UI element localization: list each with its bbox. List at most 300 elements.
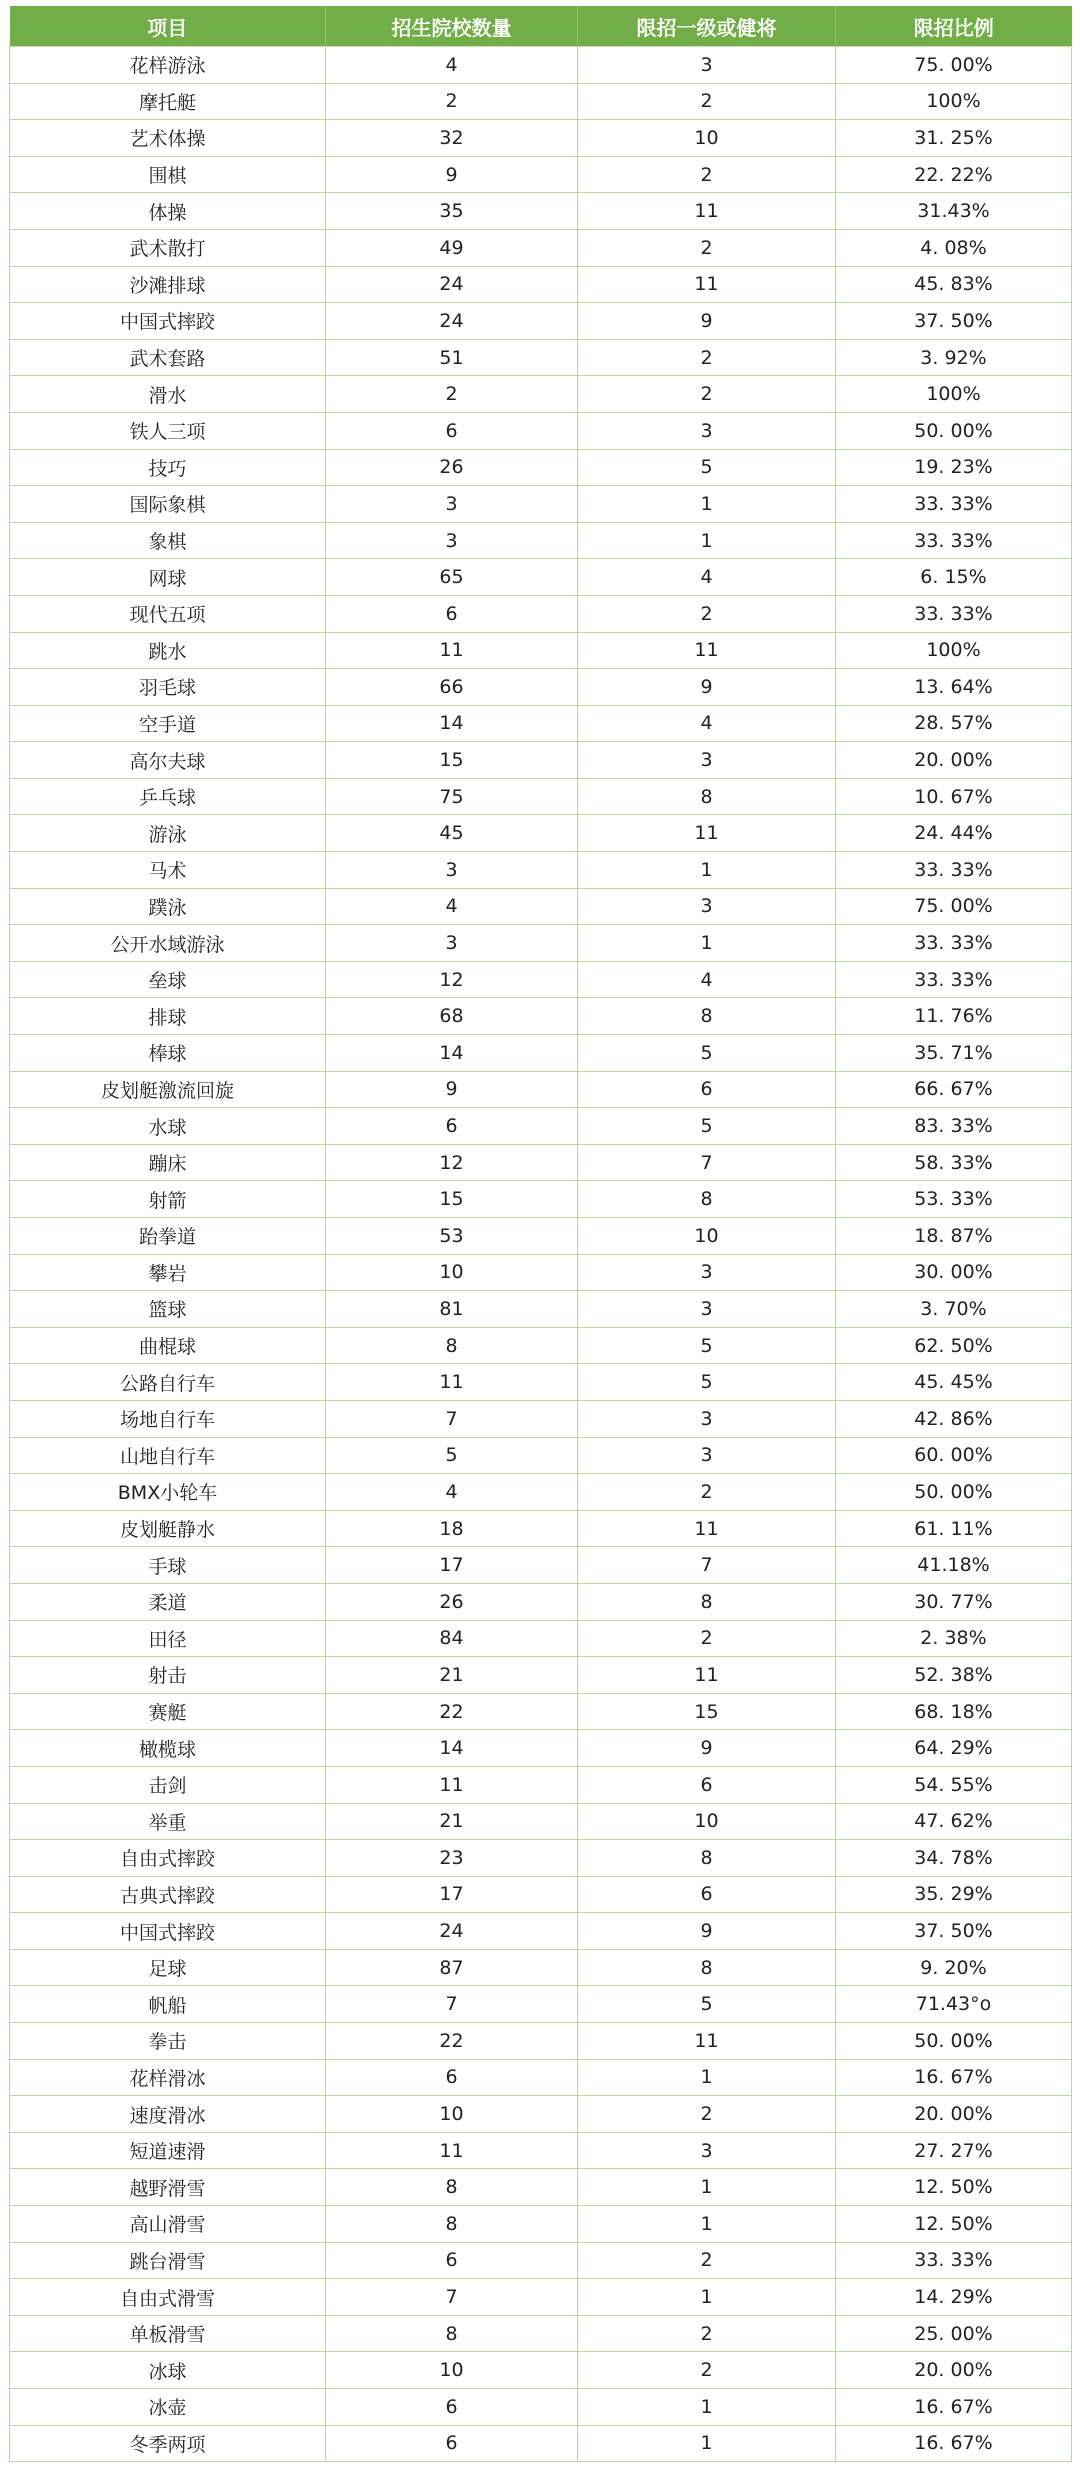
school-count-cell: 51 [326,339,578,376]
restricted-count-cell: 6 [578,1876,836,1913]
project-cell: 垒球 [10,961,326,998]
restricted-ratio-cell: 11. 76% [836,998,1072,1035]
project-cell: 铁人三项 [10,412,326,449]
school-count-cell: 49 [326,229,578,266]
restricted-count-cell: 10 [578,1803,836,1840]
project-cell: 蹼泳 [10,888,326,925]
restricted-count-cell: 9 [578,1730,836,1767]
restricted-count-cell: 3 [578,888,836,925]
school-count-cell: 3 [326,852,578,889]
table-row [10,1327,1072,1364]
table-row [10,266,1072,303]
restricted-count-cell: 8 [578,778,836,815]
table-row [10,2279,1072,2316]
school-count-cell: 4 [326,1474,578,1511]
table-row [10,1620,1072,1657]
restricted-ratio-cell: 30. 77% [836,1583,1072,1620]
table-row [10,1949,1072,1986]
project-cell: 网球 [10,559,326,596]
restricted-ratio-cell: 20. 00% [836,2352,1072,2389]
restricted-count-cell: 4 [578,705,836,742]
restricted-count-cell: 7 [578,1547,836,1584]
restricted-count-cell: 2 [578,156,836,193]
table-row [10,376,1072,413]
project-cell: 排球 [10,998,326,1035]
table-row [10,1693,1072,1730]
project-cell: 艺术体操 [10,120,326,157]
school-count-cell: 8 [326,2315,578,2352]
table-row [10,229,1072,266]
table-row [10,120,1072,157]
school-count-cell: 5 [326,1437,578,1474]
project-cell: 举重 [10,1803,326,1840]
project-cell: 摩托艇 [10,83,326,120]
restricted-ratio-cell: 35. 71% [836,1035,1072,1072]
project-cell: 自由式摔跤 [10,1840,326,1877]
project-cell: 帆船 [10,1986,326,2023]
project-cell: 国际象棋 [10,486,326,523]
restricted-count-cell: 8 [578,1840,836,1877]
table-row [10,47,1072,84]
restricted-count-cell: 11 [578,266,836,303]
project-cell: 冬季两项 [10,2425,326,2462]
restricted-ratio-cell: 33. 33% [836,2242,1072,2279]
school-count-cell: 14 [326,705,578,742]
restricted-ratio-cell: 24. 44% [836,815,1072,852]
table-row [10,2206,1072,2243]
project-cell: 自由式滑雪 [10,2279,326,2316]
table-row [10,1218,1072,1255]
project-cell: 水球 [10,1108,326,1145]
project-cell: 花样滑冰 [10,2059,326,2096]
table-row [10,1364,1072,1401]
school-count-cell: 3 [326,522,578,559]
restricted-ratio-cell: 52. 38% [836,1657,1072,1694]
restricted-ratio-cell: 100% [836,376,1072,413]
project-cell: 冰壶 [10,2389,326,2426]
project-cell: 乒乓球 [10,778,326,815]
restricted-ratio-cell: 6. 15% [836,559,1072,596]
school-count-cell: 21 [326,1803,578,1840]
restricted-ratio-cell: 75. 00% [836,47,1072,84]
table-row [10,559,1072,596]
school-count-cell: 12 [326,1144,578,1181]
restricted-count-cell: 15 [578,1693,836,1730]
restricted-count-cell: 9 [578,303,836,340]
restricted-ratio-cell: 16. 67% [836,2059,1072,2096]
restricted-ratio-cell: 18. 87% [836,1218,1072,1255]
restricted-ratio-cell: 33. 33% [836,486,1072,523]
table-row [10,1510,1072,1547]
table-row [10,961,1072,998]
table-row [10,1181,1072,1218]
project-cell: 单板滑雪 [10,2315,326,2352]
restricted-ratio-cell: 16. 67% [836,2389,1072,2426]
header-restricted-count: 限招一级或健将 [578,6,836,47]
school-count-cell: 10 [326,1254,578,1291]
project-cell: 场地自行车 [10,1400,326,1437]
project-cell: 马术 [10,852,326,889]
table-row [10,2315,1072,2352]
project-cell: 拳击 [10,2023,326,2060]
restricted-ratio-cell: 37. 50% [836,303,1072,340]
restricted-ratio-cell: 83. 33% [836,1108,1072,1145]
restricted-count-cell: 8 [578,998,836,1035]
restricted-count-cell: 7 [578,1144,836,1181]
table-row [10,2023,1072,2060]
restricted-count-cell: 5 [578,1986,836,2023]
school-count-cell: 24 [326,266,578,303]
restricted-count-cell: 8 [578,1181,836,1218]
restricted-count-cell: 2 [578,376,836,413]
restricted-ratio-cell: 61. 11% [836,1510,1072,1547]
school-count-cell: 14 [326,1035,578,1072]
restricted-count-cell: 5 [578,1364,836,1401]
restricted-count-cell: 5 [578,449,836,486]
table-row [10,2389,1072,2426]
restricted-ratio-cell: 42. 86% [836,1400,1072,1437]
project-cell: 围棋 [10,156,326,193]
restricted-count-cell: 1 [578,852,836,889]
table-row [10,2096,1072,2133]
project-cell: 武术套路 [10,339,326,376]
header-school-count: 招生院校数量 [326,6,578,47]
project-cell: 滑水 [10,376,326,413]
restricted-ratio-cell: 33. 33% [836,961,1072,998]
project-cell: 跳水 [10,632,326,669]
project-cell: 高尔夫球 [10,742,326,779]
restricted-ratio-cell: 20. 00% [836,2096,1072,2133]
school-count-cell: 26 [326,449,578,486]
school-count-cell: 84 [326,1620,578,1657]
school-count-cell: 11 [326,632,578,669]
project-cell: 跆拳道 [10,1218,326,1255]
restricted-ratio-cell: 33. 33% [836,852,1072,889]
table-row [10,2059,1072,2096]
school-count-cell: 81 [326,1291,578,1328]
project-cell: 中国式摔跤 [10,1913,326,1950]
restricted-ratio-cell: 66. 67% [836,1071,1072,1108]
restricted-ratio-cell: 34. 78% [836,1840,1072,1877]
table-row [10,1071,1072,1108]
school-count-cell: 2 [326,83,578,120]
table-row [10,1254,1072,1291]
restricted-ratio-cell: 20. 00% [836,742,1072,779]
project-cell: 皮划艇激流回旋 [10,1071,326,1108]
restricted-count-cell: 8 [578,1583,836,1620]
restricted-count-cell: 2 [578,339,836,376]
header-row [10,6,1072,47]
project-cell: 短道速滑 [10,2132,326,2169]
project-cell: 攀岩 [10,1254,326,1291]
restricted-count-cell: 8 [578,1949,836,1986]
restricted-count-cell: 2 [578,595,836,632]
restricted-ratio-cell: 37. 50% [836,1913,1072,1950]
restricted-count-cell: 2 [578,1474,836,1511]
project-cell: 越野滑雪 [10,2169,326,2206]
school-count-cell: 23 [326,1840,578,1877]
table-row [10,1583,1072,1620]
school-count-cell: 6 [326,1108,578,1145]
restricted-ratio-cell: 45. 45% [836,1364,1072,1401]
table-row [10,522,1072,559]
school-count-cell: 11 [326,1364,578,1401]
school-count-cell: 6 [326,2242,578,2279]
restricted-ratio-cell: 33. 33% [836,522,1072,559]
header-restricted-ratio: 限招比例 [836,6,1072,47]
school-count-cell: 66 [326,669,578,706]
school-count-cell: 75 [326,778,578,815]
restricted-count-cell: 1 [578,2206,836,2243]
table-row [10,595,1072,632]
restricted-count-cell: 11 [578,1657,836,1694]
table-body [10,47,1072,2462]
school-count-cell: 6 [326,412,578,449]
restricted-count-cell: 3 [578,1437,836,1474]
restricted-count-cell: 11 [578,632,836,669]
table-row [10,852,1072,889]
restricted-ratio-cell: 22. 22% [836,156,1072,193]
restricted-count-cell: 2 [578,229,836,266]
restricted-ratio-cell: 9. 20% [836,1949,1072,1986]
school-count-cell: 68 [326,998,578,1035]
restricted-ratio-cell: 28. 57% [836,705,1072,742]
restricted-count-cell: 1 [578,925,836,962]
table-row [10,1766,1072,1803]
restricted-ratio-cell: 50. 00% [836,2023,1072,2060]
project-cell: 蹦床 [10,1144,326,1181]
restricted-count-cell: 11 [578,1510,836,1547]
project-cell: 柔道 [10,1583,326,1620]
project-cell: 象棋 [10,522,326,559]
project-cell: 橄榄球 [10,1730,326,1767]
school-count-cell: 17 [326,1547,578,1584]
project-cell: BMX小轮车 [10,1474,326,1511]
table-row [10,486,1072,523]
restricted-ratio-cell: 33. 33% [836,925,1072,962]
project-cell: 古典式摔跤 [10,1876,326,1913]
table-row [10,2242,1072,2279]
table-row [10,1291,1072,1328]
table-row [10,2169,1072,2206]
school-count-cell: 3 [326,925,578,962]
table-row [10,1108,1072,1145]
school-count-cell: 4 [326,47,578,84]
project-cell: 跳台滑雪 [10,2242,326,2279]
restricted-count-cell: 2 [578,2242,836,2279]
school-count-cell: 8 [326,2169,578,2206]
restricted-count-cell: 11 [578,815,836,852]
restricted-ratio-cell: 45. 83% [836,266,1072,303]
project-cell: 冰球 [10,2352,326,2389]
restricted-ratio-cell: 25. 00% [836,2315,1072,2352]
project-cell: 射箭 [10,1181,326,1218]
restricted-count-cell: 2 [578,1620,836,1657]
table-row [10,1035,1072,1072]
school-count-cell: 6 [326,2059,578,2096]
school-count-cell: 7 [326,1400,578,1437]
restricted-ratio-cell: 3. 92% [836,339,1072,376]
restricted-count-cell: 3 [578,2132,836,2169]
project-cell: 皮划艇静水 [10,1510,326,1547]
table-row [10,1840,1072,1877]
restricted-count-cell: 5 [578,1108,836,1145]
school-count-cell: 24 [326,1913,578,1950]
restricted-ratio-cell: 60. 00% [836,1437,1072,1474]
school-count-cell: 15 [326,1181,578,1218]
table-header [10,6,1072,47]
restricted-count-cell: 1 [578,2169,836,2206]
restricted-ratio-cell: 12. 50% [836,2206,1072,2243]
restricted-ratio-cell: 33. 33% [836,595,1072,632]
restricted-ratio-cell: 14. 29% [836,2279,1072,2316]
school-count-cell: 12 [326,961,578,998]
restricted-count-cell: 6 [578,1766,836,1803]
restricted-ratio-cell: 31. 25% [836,120,1072,157]
school-count-cell: 35 [326,193,578,230]
table-row [10,742,1072,779]
restricted-count-cell: 5 [578,1327,836,1364]
restricted-count-cell: 2 [578,2352,836,2389]
restricted-ratio-cell: 4. 08% [836,229,1072,266]
restricted-count-cell: 3 [578,1400,836,1437]
project-cell: 棒球 [10,1035,326,1072]
restricted-ratio-cell: 50. 00% [836,412,1072,449]
table-row [10,1547,1072,1584]
restricted-count-cell: 2 [578,2315,836,2352]
restricted-ratio-cell: 2. 38% [836,1620,1072,1657]
restricted-count-cell: 1 [578,2425,836,2462]
project-cell: 中国式摔跤 [10,303,326,340]
table-row [10,303,1072,340]
project-cell: 体操 [10,193,326,230]
school-count-cell: 53 [326,1218,578,1255]
school-count-cell: 14 [326,1730,578,1767]
table-row [10,1437,1072,1474]
restricted-ratio-cell: 13. 64% [836,669,1072,706]
restricted-count-cell: 1 [578,522,836,559]
school-count-cell: 87 [326,1949,578,1986]
project-cell: 公开水域游泳 [10,925,326,962]
table-row [10,1730,1072,1767]
restricted-count-cell: 9 [578,1913,836,1950]
school-count-cell: 7 [326,1986,578,2023]
school-count-cell: 32 [326,120,578,157]
restricted-count-cell: 4 [578,559,836,596]
restricted-count-cell: 5 [578,1035,836,1072]
restricted-ratio-cell: 62. 50% [836,1327,1072,1364]
project-cell: 田径 [10,1620,326,1657]
school-count-cell: 18 [326,1510,578,1547]
project-cell: 游泳 [10,815,326,852]
table-row [10,156,1072,193]
restricted-ratio-cell: 100% [836,632,1072,669]
project-cell: 空手道 [10,705,326,742]
project-cell: 沙滩排球 [10,266,326,303]
project-cell: 现代五项 [10,595,326,632]
school-count-cell: 10 [326,2352,578,2389]
school-count-cell: 24 [326,303,578,340]
school-count-cell: 10 [326,2096,578,2133]
project-cell: 赛艇 [10,1693,326,1730]
restricted-ratio-cell: 12. 50% [836,2169,1072,2206]
project-cell: 曲棍球 [10,1327,326,1364]
table-row [10,1474,1072,1511]
school-count-cell: 2 [326,376,578,413]
restricted-ratio-cell: 27. 27% [836,2132,1072,2169]
school-count-cell: 11 [326,2132,578,2169]
school-count-cell: 65 [326,559,578,596]
project-cell: 技巧 [10,449,326,486]
restricted-ratio-cell: 71.43°o [836,1986,1072,2023]
table-row [10,1657,1072,1694]
project-cell: 高山滑雪 [10,2206,326,2243]
table-row [10,2425,1072,2462]
table-row [10,1803,1072,1840]
table-row [10,669,1072,706]
project-cell: 武术散打 [10,229,326,266]
project-cell: 篮球 [10,1291,326,1328]
school-count-cell: 9 [326,1071,578,1108]
table-row [10,1986,1072,2023]
project-cell: 公路自行车 [10,1364,326,1401]
recruitment-table [9,6,1072,2462]
restricted-count-cell: 10 [578,120,836,157]
school-count-cell: 17 [326,1876,578,1913]
restricted-count-cell: 1 [578,486,836,523]
project-cell: 击剑 [10,1766,326,1803]
restricted-count-cell: 2 [578,83,836,120]
table-row [10,778,1072,815]
restricted-ratio-cell: 47. 62% [836,1803,1072,1840]
table-row [10,412,1072,449]
restricted-ratio-cell: 10. 67% [836,778,1072,815]
restricted-count-cell: 10 [578,1218,836,1255]
table-row [10,193,1072,230]
restricted-ratio-cell: 100% [836,83,1072,120]
table-row [10,1913,1072,1950]
table-row [10,925,1072,962]
restricted-count-cell: 1 [578,2279,836,2316]
restricted-count-cell: 1 [578,2059,836,2096]
table-row [10,339,1072,376]
project-cell: 山地自行车 [10,1437,326,1474]
restricted-count-cell: 2 [578,2096,836,2133]
school-count-cell: 26 [326,1583,578,1620]
table-row [10,1876,1072,1913]
project-cell: 花样游泳 [10,47,326,84]
table-container [9,6,1071,2462]
table-row [10,888,1072,925]
restricted-count-cell: 11 [578,193,836,230]
restricted-ratio-cell: 31.43% [836,193,1072,230]
school-count-cell: 22 [326,2023,578,2060]
restricted-ratio-cell: 58. 33% [836,1144,1072,1181]
table-row [10,449,1072,486]
restricted-ratio-cell: 19. 23% [836,449,1072,486]
school-count-cell: 11 [326,1766,578,1803]
school-count-cell: 22 [326,1693,578,1730]
restricted-count-cell: 4 [578,961,836,998]
restricted-ratio-cell: 41.18% [836,1547,1072,1584]
table-row [10,1144,1072,1181]
school-count-cell: 9 [326,156,578,193]
restricted-ratio-cell: 75. 00% [836,888,1072,925]
table-row [10,2352,1072,2389]
school-count-cell: 8 [326,1327,578,1364]
project-cell: 足球 [10,1949,326,1986]
school-count-cell: 7 [326,2279,578,2316]
